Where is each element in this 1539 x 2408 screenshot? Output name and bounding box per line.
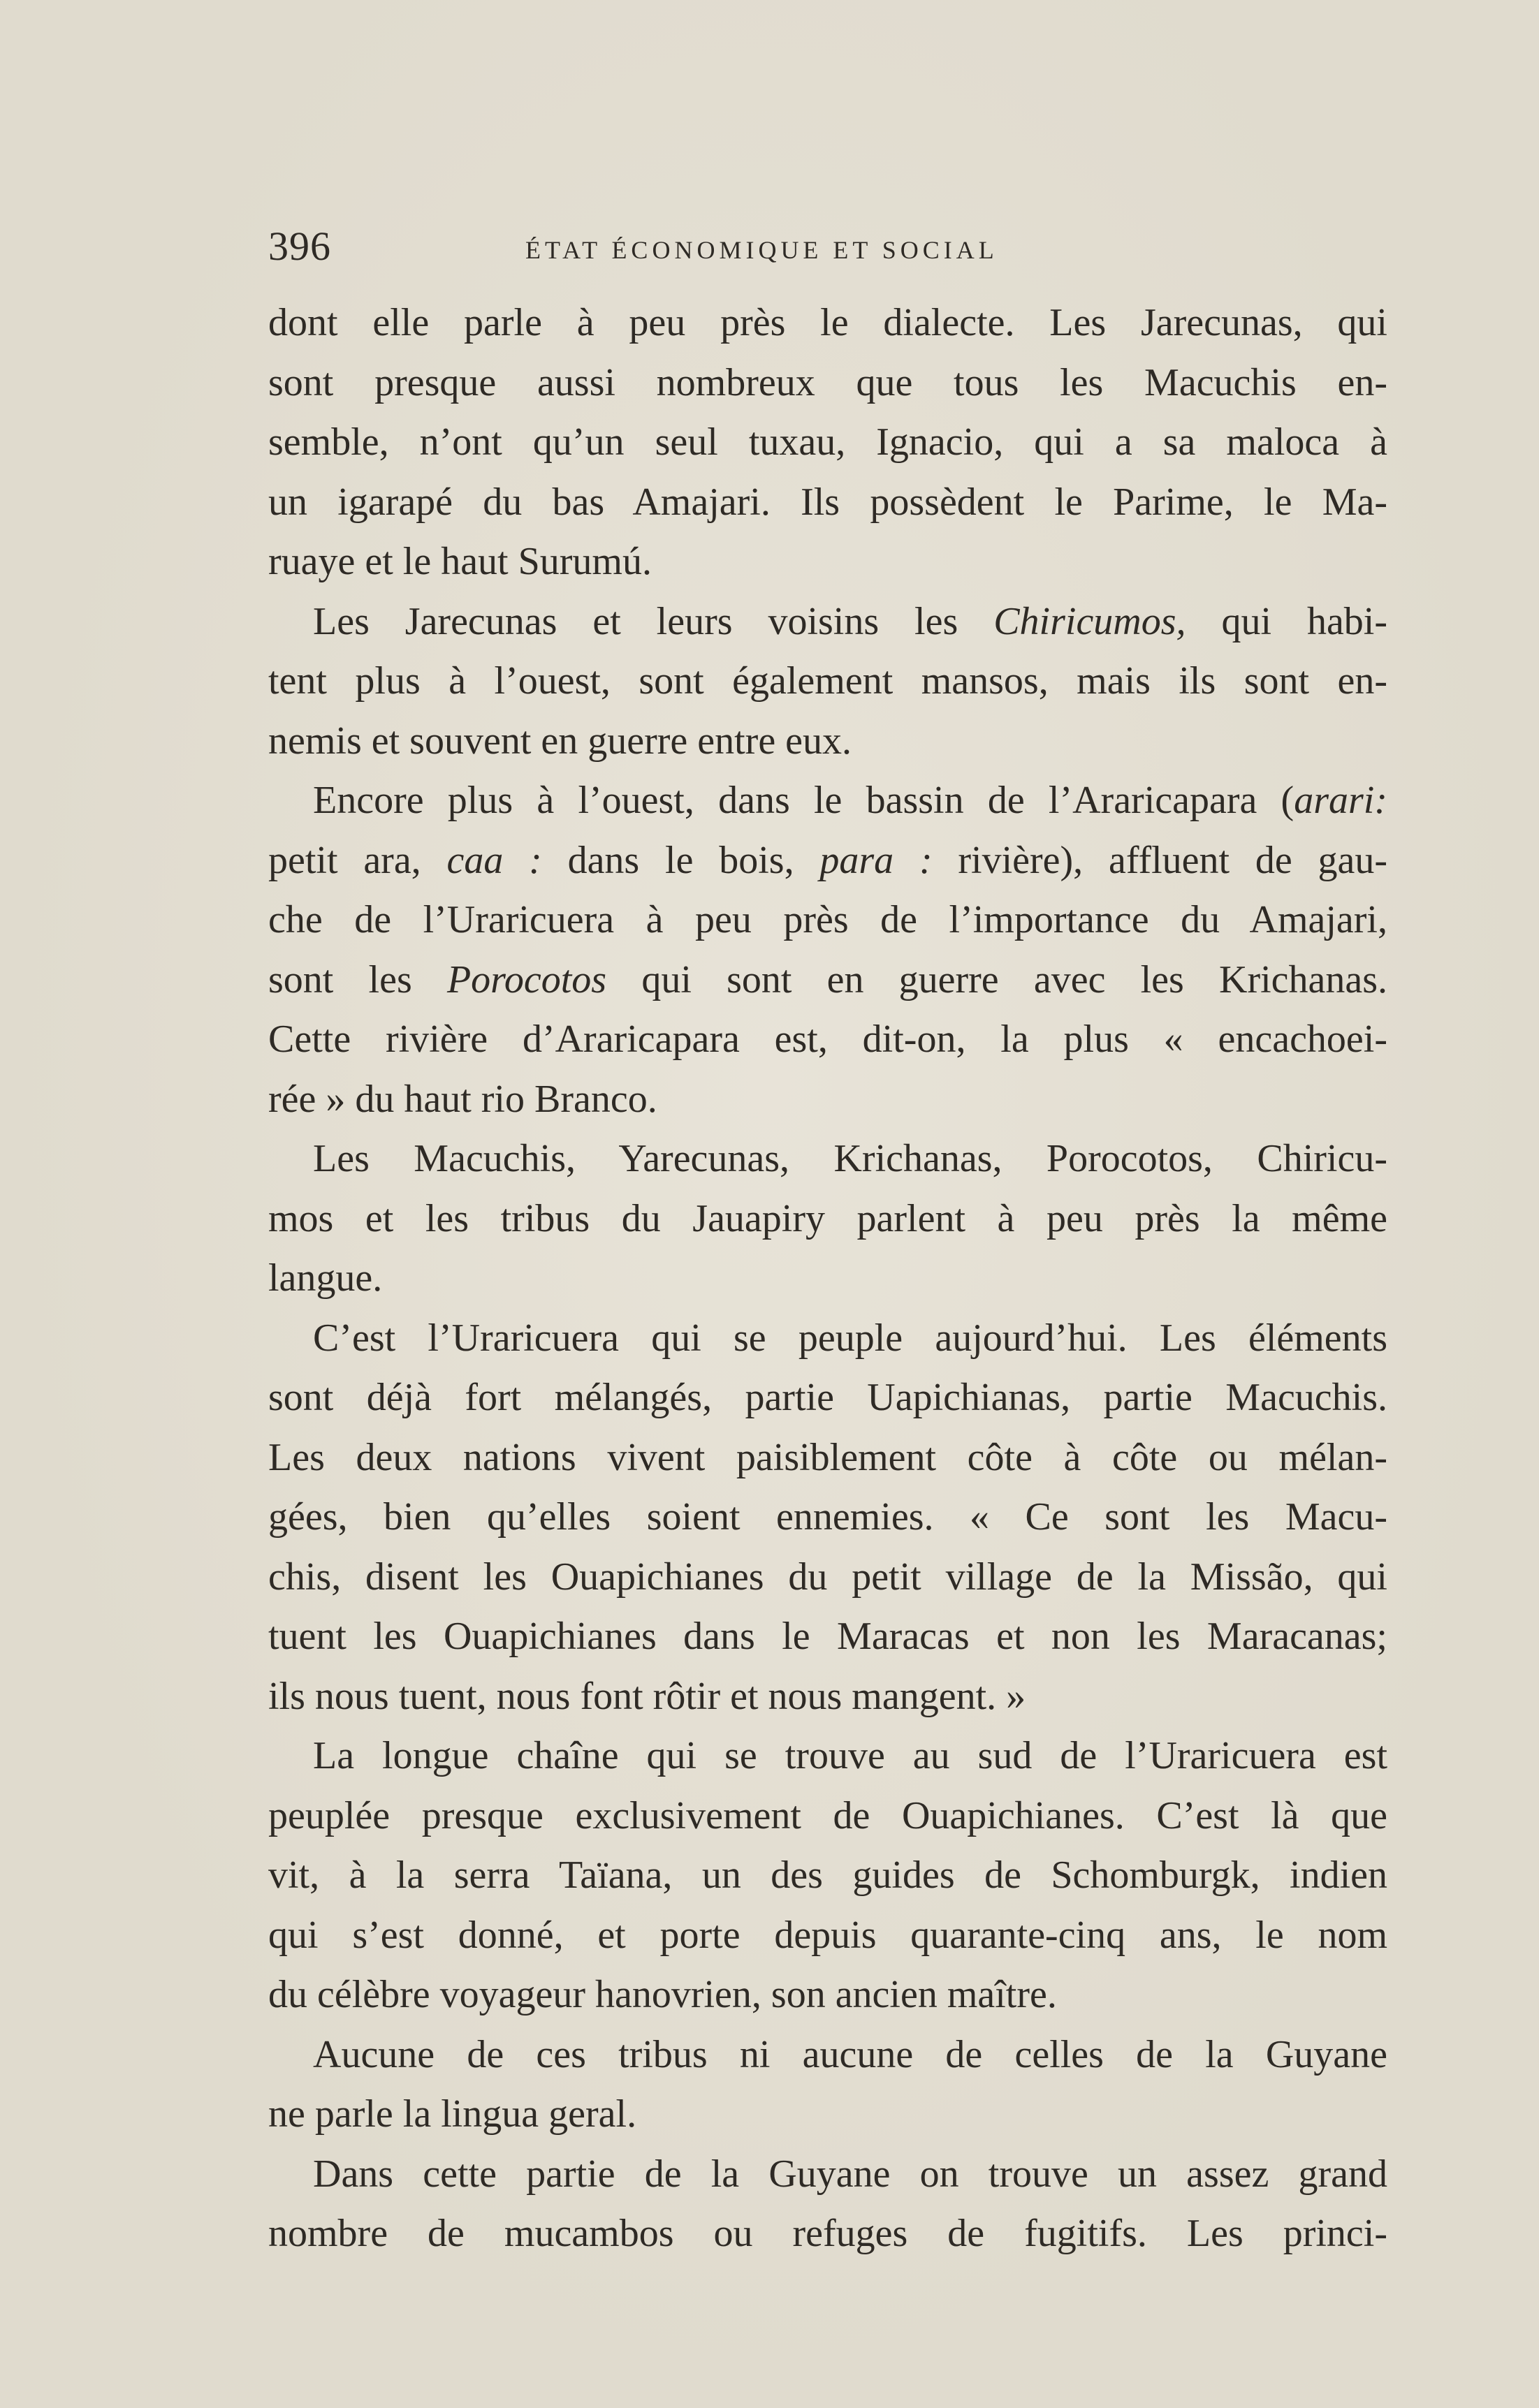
text-line: Aucune de ces tribus ni aucune de celles de la Guyane	[313, 2032, 1387, 2076]
text-line: nemis et souvent en guerre entre eux.	[268, 719, 852, 763]
text-line	[268, 831, 1387, 891]
tribe-name-italic: Chiricumos,	[993, 599, 1186, 643]
text-line: che de l’Uraricuera à peu près de l’importance du Amajari,	[268, 898, 1387, 941]
text-line: Cette rivière d’Araricapara est, dit-on, la plus « encachoei-	[268, 1018, 1387, 1061]
text-segment: qui habi-	[1221, 599, 1388, 643]
text-line: Les deux nations vivent paisiblement côte à côte ou mélan-	[268, 1435, 1387, 1479]
text-line	[268, 950, 1387, 1011]
text-line: tuent les Ouapichianes dans le Maracas et non les Maracanas;	[268, 1615, 1387, 1658]
text-line: sont presque aussi nombreux que tous les Macuchis en-	[268, 360, 1387, 404]
text-segment: Les Jarecunas et leurs voisins les	[313, 599, 958, 643]
text-line: ruaye et le haut Surumú.	[268, 540, 652, 583]
text-line: dont elle parle à peu près le dialecte. Les Jarecunas, qui	[268, 301, 1387, 344]
text-line: mos et les tribus du Jauapiry parlent à peu près la même	[268, 1196, 1387, 1240]
text-line: ils nous tuent, nous font rôtir et nous mangent. »	[268, 1674, 1026, 1718]
text-segment: rivière), affluent de gau-	[958, 838, 1388, 882]
text-line: rée » du haut rio Branco.	[268, 1077, 657, 1121]
text-line	[268, 771, 1387, 831]
text-line: gées, bien qu’elles soient ennemies. « Ce sont les Macu-	[268, 1495, 1387, 1539]
term-italic: caa :	[446, 838, 542, 882]
body-text	[268, 293, 1387, 2264]
text-line: un igarapé du bas Amajari. Ils possèdent le Parime, le Ma-	[268, 480, 1387, 524]
running-head: ÉTAT ÉCONOMIQUE ET SOCIAL	[525, 236, 998, 264]
text-segment: Encore plus à l’ouest, dans le bassin de l’Araricapara (	[313, 779, 1294, 822]
text-line: ne parle la lingua geral.	[268, 2092, 637, 2136]
term-italic: arari:	[1294, 779, 1387, 822]
page-number: 396	[268, 223, 331, 269]
page-header	[268, 222, 1386, 271]
text-line: Les Macuchis, Yarecunas, Krichanas, Porocotos, Chiricu-	[313, 1137, 1387, 1180]
text-line: nombre de mucambos ou refuges de fugitifs. Les princi-	[268, 2212, 1387, 2255]
text-line: Dans cette partie de la Guyane on trouve un assez grand	[313, 2152, 1387, 2196]
text-line: qui s’est donné, et porte depuis quarante-cinq ans, le nom	[268, 1913, 1387, 1957]
text-line: C’est l’Uraricuera qui se peuple aujourd’hui. Les éléments	[313, 1316, 1387, 1360]
text-line: du célèbre voyageur hanovrien, son ancien maître.	[268, 1973, 1057, 2016]
text-line: sont déjà fort mélangés, partie Uapichianas, partie Macuchis.	[268, 1376, 1387, 1419]
text-line: tent plus à l’ouest, sont également mansos, mais ils sont en-	[268, 659, 1387, 703]
text-segment: dans le bois,	[567, 838, 794, 882]
text-segment: qui sont en guerre avec les Krichanas.	[641, 957, 1388, 1001]
text-line: La longue chaîne qui se trouve au sud de l’Uraricuera est	[313, 1734, 1387, 1777]
tribe-name-italic: Porocotos	[446, 957, 607, 1001]
text-line	[268, 592, 1387, 652]
text-line: chis, disent les Ouapichianes du petit village de la Missão, qui	[268, 1555, 1387, 1599]
term-italic: para :	[819, 838, 933, 882]
text-line: peuplée presque exclusivement de Ouapichianes. C’est là que	[268, 1793, 1387, 1837]
text-segment: petit ara,	[268, 838, 421, 882]
text-segment: sont les	[268, 957, 412, 1001]
text-line: semble, n’ont qu’un seul tuxau, Ignacio, qui a sa maloca à	[268, 420, 1387, 464]
text-line: langue.	[268, 1256, 383, 1300]
text-line: vit, à la serra Taïana, un des guides de Schomburgk, indien	[268, 1853, 1387, 1897]
